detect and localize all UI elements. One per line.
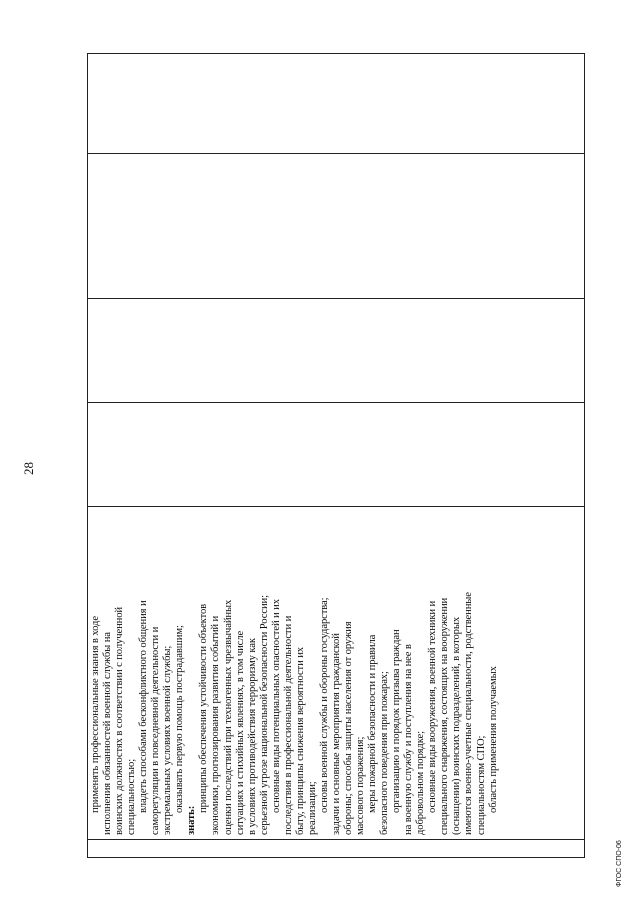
text-line: ситуациях и стихийных явлениях, в том числе: [234, 630, 246, 835]
text-line: владеть способами бесконфликтного общения и: [138, 600, 150, 813]
text-line: задачи и основные мероприятия гражданской: [330, 633, 342, 835]
text-line: имеются военно-учетные специальности, родственные: [463, 592, 475, 835]
text-line: область применения получаемых: [487, 666, 499, 813]
table-column-4: [88, 298, 584, 402]
table-column-6: [88, 54, 584, 153]
text-line: специальностям СПО;: [475, 735, 487, 835]
text-line: быту, принципы снижения вероятности их: [294, 647, 306, 835]
text-line: реализации;: [306, 781, 318, 835]
table-column-3: [88, 402, 584, 506]
table-column-5: [88, 153, 584, 298]
text-line: применять профессиональные знания в ходе: [90, 616, 101, 813]
text-line: оказывать первую помощь пострадавшим;: [174, 625, 186, 813]
text-line: экстремальных условиях военной службы;: [162, 645, 174, 835]
text-line: массового поражения;: [355, 736, 367, 835]
text-line: (оснащении) воинских подразделений, в которых: [451, 616, 463, 835]
text-line: воинских должностях в соответствии с полученной: [114, 607, 126, 835]
table-column-competencies: [88, 506, 584, 839]
text-line: экономики, прогнозирования развития событий и: [210, 615, 222, 835]
text-line: принципы обеспечения устойчивости объектов: [198, 603, 210, 813]
requirements-table: [87, 53, 585, 858]
text-line: организацию и порядок призыва граждан: [391, 629, 403, 813]
text-line: последствия в профессиональной деятельности и: [282, 615, 294, 835]
text-line: в условиях противодействия терроризму как: [246, 638, 258, 835]
text-line: специальностью;: [126, 758, 138, 835]
text-line: исполнения обязанностей военной службы на: [102, 632, 114, 835]
text-line: знать:: [186, 805, 198, 835]
text-line: серьезной угрозе национальной безопасности России;: [258, 595, 270, 835]
text-line: оценки последствий при техногенных чрезвычайных: [222, 599, 234, 835]
text-line: основные виды потенциальных опасностей и их: [270, 599, 282, 813]
table-column-index: [88, 839, 584, 857]
text-line: саморегуляции в повседневной деятельности и: [150, 626, 162, 835]
text-line: безопасного поведения при пожарах;: [379, 671, 391, 835]
text-line: меры пожарной безопасности и правила: [367, 634, 379, 813]
text-line: на военную службу и поступления на нее в: [403, 644, 415, 835]
page-number: 28: [21, 462, 36, 475]
footer-label: ФГОС СПО-06: [616, 840, 623, 887]
text-line: добровольном порядке;: [415, 731, 427, 835]
text-line: специального снаряжения, состоящих на вооружении: [439, 597, 451, 835]
text-line: основные виды вооружения, военной техники и: [427, 600, 439, 813]
text-line: основы военной службы и обороны государства;: [318, 597, 330, 813]
text-line: обороны; способы защиты населения от оружия: [342, 621, 354, 835]
competency-text: [90, 511, 500, 835]
